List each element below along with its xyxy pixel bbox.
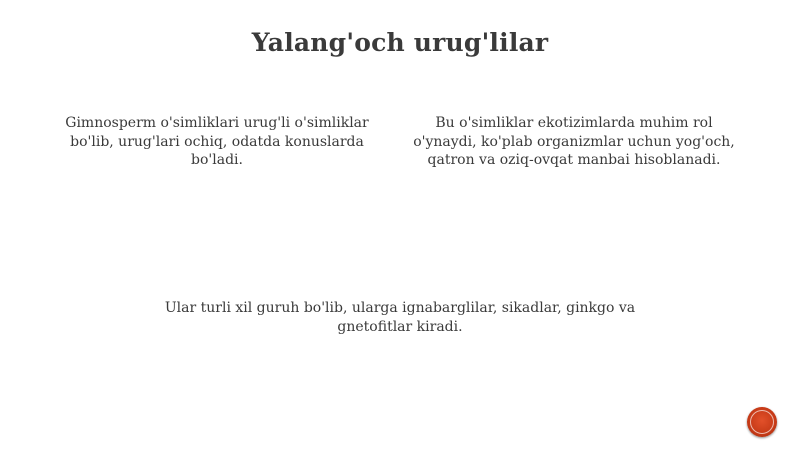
paragraph-right: Bu o'simliklar ekotizimlarda muhim rol o'ynaydi, ko'plab organizmlar uchun yog'och, qatron va oziq-ovqat manbai hisoblanadi. [413, 115, 735, 168]
paragraph-bottom: Ular turli xil guruh bo'lib, ularga ignabarglilar, sikadlar, ginkgo va gnetofitlar kiradi. [164, 300, 636, 335]
paragraph-left: Gimnosperm o'simliklari urug'li o'simliklar bo'lib, urug'lari ochiq, odatda konuslarda bo'ladi. [65, 115, 369, 168]
slide-title: Yalang'och urug'lilar [251, 28, 549, 57]
circle-nav-icon[interactable] [747, 407, 777, 437]
